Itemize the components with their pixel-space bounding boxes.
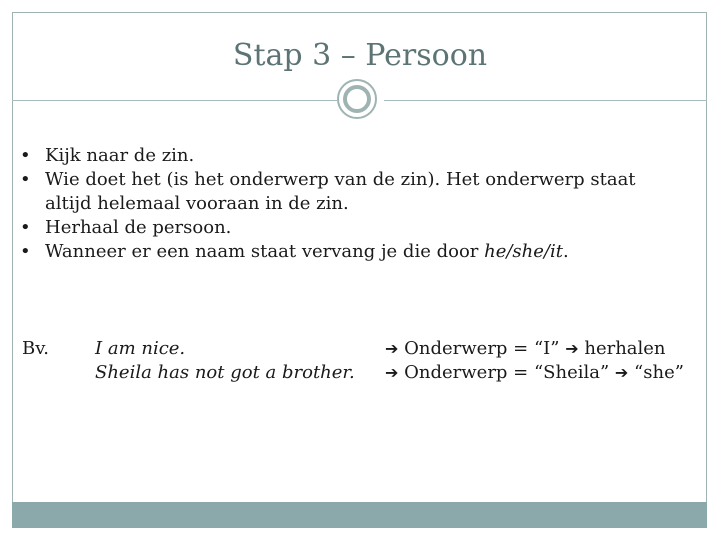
arrow-right-icon: ➔ (614, 363, 629, 382)
bullet-text: Wie doet het (is het onderwerp van de zin). Het onderwerp staat altijd helemaal vooraan in de zin. (45, 169, 636, 214)
circle-ornament-inner (343, 85, 371, 113)
example-sentences (95, 337, 355, 385)
bullet-item (20, 240, 680, 264)
circle-ornament-icon (337, 79, 377, 119)
bullet-icon: • (20, 217, 31, 238)
bullet-item (20, 216, 680, 240)
bullet-list (20, 144, 680, 264)
example-sentence: I am nice. (95, 338, 186, 359)
arrow-right-icon: ➔ (385, 363, 399, 382)
bullet-text: Kijk naar de zin. (45, 145, 195, 166)
arrow-right-icon: ➔ (565, 339, 579, 358)
bullet-icon: • (20, 241, 31, 262)
arrow-right-icon: ➔ (385, 339, 399, 358)
title-divider-right (384, 100, 707, 101)
result-text: Onderwerp = “I” (398, 338, 566, 359)
example-sentence: Sheila has not got a brother. (95, 362, 355, 383)
example-results (385, 337, 684, 385)
footer-bar (12, 502, 707, 528)
bullet-text-before: Wanneer er een naam staat vervang je die door (45, 241, 485, 262)
example-label: Bv. (22, 338, 49, 359)
title-divider-left (12, 100, 337, 101)
bullet-text-italic: he/she/it (484, 241, 563, 262)
bullet-item (20, 144, 680, 168)
bullet-item (20, 168, 680, 216)
example-result (385, 337, 684, 361)
slide-title: Stap 3 – Persoon (232, 38, 488, 73)
bullet-icon: • (20, 169, 31, 190)
result-text: Onderwerp = “Sheila” (398, 362, 615, 383)
bullet-text: Herhaal de persoon. (45, 217, 232, 238)
bullet-text-after: . (562, 241, 569, 262)
example-result (385, 361, 684, 385)
bullet-icon: • (20, 145, 31, 166)
result-text: herhalen (578, 338, 666, 359)
result-text: “she” (628, 362, 684, 383)
